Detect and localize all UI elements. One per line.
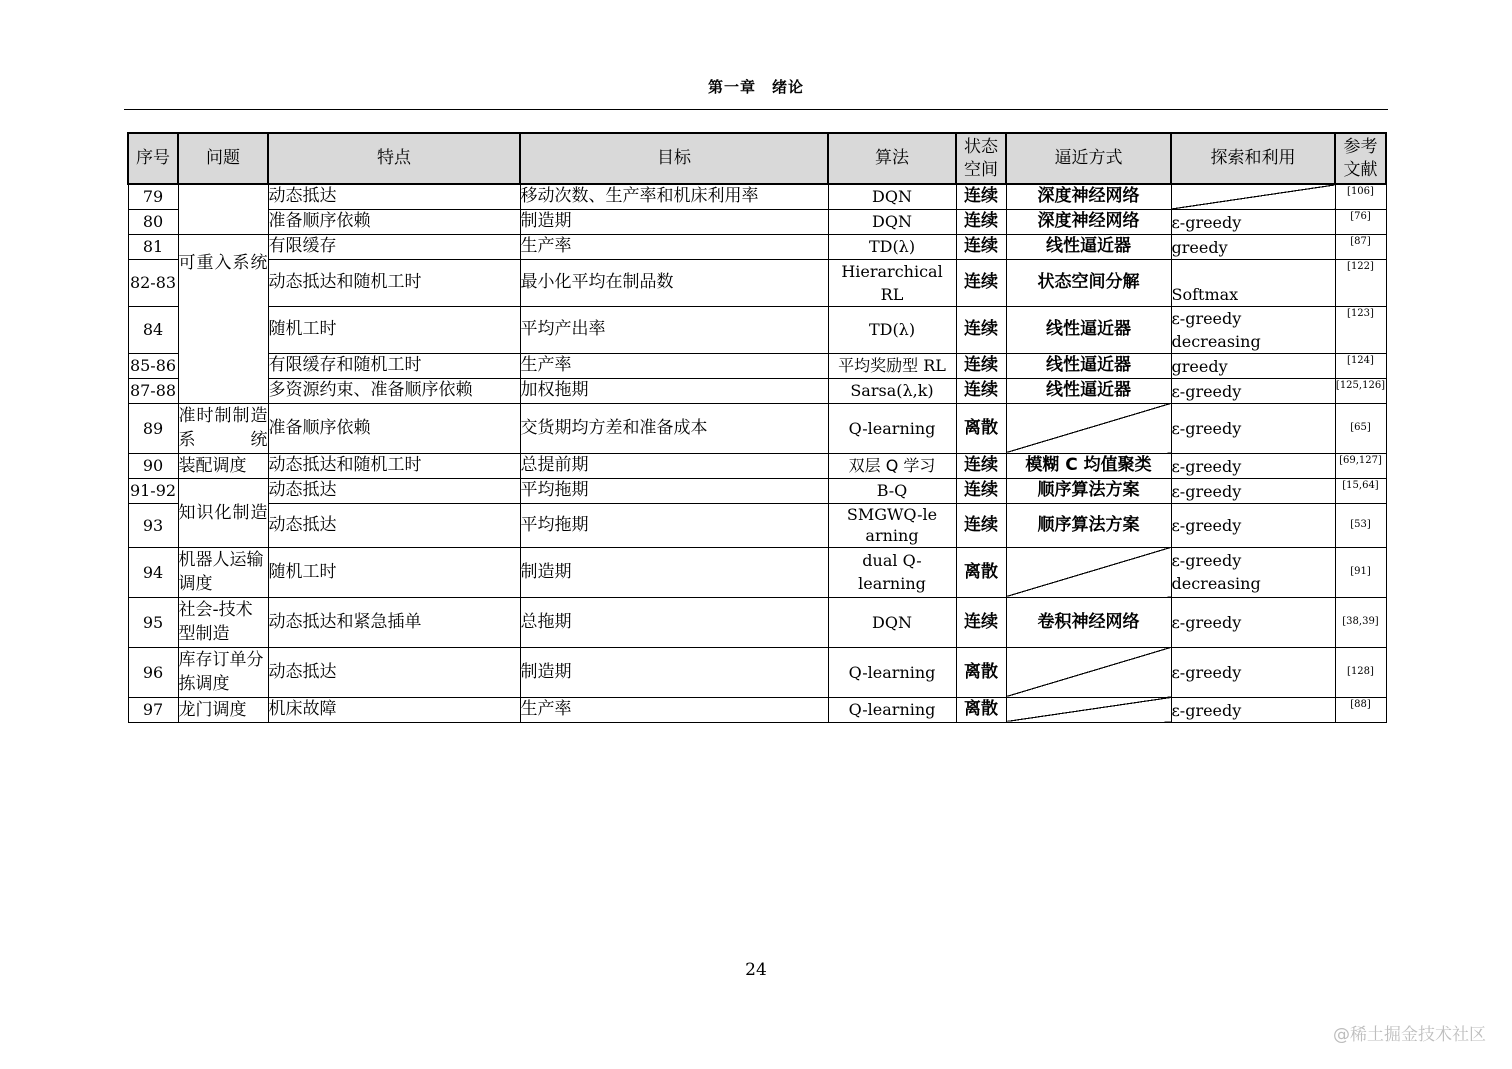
cell-problem-knowledge: 知识化制造: [178, 478, 268, 547]
col-header-no: 序号: [128, 133, 178, 184]
cell-algorithm: 双层 Q 学习: [828, 453, 956, 478]
cell-problem-empty: [178, 184, 268, 234]
cell-no: 94: [128, 547, 178, 597]
cell-approx: 深度神经网络: [1006, 184, 1171, 209]
cell-state: 离散: [956, 697, 1006, 722]
literature-table: [127, 132, 1387, 723]
col-header-state-text: 状态空间: [964, 136, 998, 180]
cell-no: 97: [128, 697, 178, 722]
cell-no: 84: [128, 306, 178, 353]
cell-explore-empty: [1171, 184, 1335, 209]
cell-state: 离散: [956, 403, 1006, 453]
cell-ref: [53]: [1335, 503, 1386, 547]
col-header-ref-text: 参考文献: [1343, 136, 1378, 180]
cell-state: 连续: [956, 503, 1006, 547]
cell-algorithm: Hierarchical RL: [828, 259, 956, 306]
cell-feature: 动态抵达和随机工时: [268, 453, 520, 478]
cell-no: 93: [128, 503, 178, 547]
table-row: [128, 453, 1386, 478]
cell-problem: 社会-技术型制造: [178, 597, 268, 647]
cell-feature: 动态抵达: [268, 503, 520, 547]
cell-approx: 线性逼近器: [1006, 306, 1171, 353]
cell-objective: 平均产出率: [520, 306, 828, 353]
table-row: [128, 259, 1386, 306]
table-header-row: [128, 133, 1386, 184]
table-row: [128, 503, 1386, 547]
col-header-approx: 逼近方式: [1006, 133, 1171, 184]
cell-explore: ε-greedy: [1171, 453, 1335, 478]
cell-feature: 随机工时: [268, 547, 520, 597]
cell-algorithm: DQN: [828, 209, 956, 234]
page-header-title: 第一章 绪论: [707, 78, 804, 96]
cell-objective: 制造期: [520, 209, 828, 234]
cell-no: 79: [128, 184, 178, 209]
cell-state: 连续: [956, 259, 1006, 306]
cell-state: 连续: [956, 353, 1006, 378]
table-row: [128, 306, 1386, 353]
table-row: [128, 209, 1386, 234]
table-row: [128, 353, 1386, 378]
cell-approx: 线性逼近器: [1006, 353, 1171, 378]
table-row: [128, 697, 1386, 722]
col-header-explore: 探索和利用: [1171, 133, 1335, 184]
cell-state: 连续: [956, 453, 1006, 478]
col-header-feature: 特点: [268, 133, 520, 184]
cell-approx-empty: [1006, 403, 1171, 453]
cell-approx: 顺序算法方案: [1006, 478, 1171, 503]
cell-state: 连续: [956, 478, 1006, 503]
cell-approx-empty: [1006, 547, 1171, 597]
cell-objective: 最小化平均在制品数: [520, 259, 828, 306]
col-header-objective: 目标: [520, 133, 828, 184]
cell-approx: 模糊 C 均值聚类: [1006, 453, 1171, 478]
cell-ref: [123]: [1335, 306, 1386, 353]
cell-objective: 移动次数、生产率和机床利用率: [520, 184, 828, 209]
cell-state: 离散: [956, 547, 1006, 597]
col-header-problem: 问题: [178, 133, 268, 184]
cell-feature: 多资源约束、准备顺序依赖: [268, 378, 520, 403]
cell-state: 连续: [956, 306, 1006, 353]
cell-algorithm: [828, 503, 956, 547]
cell-objective: 平均拖期: [520, 503, 828, 547]
cell-explore: ε-greedy: [1171, 403, 1335, 453]
cell-state: 连续: [956, 209, 1006, 234]
cell-ref: [15,64]: [1335, 478, 1386, 503]
cell-explore: Softmax: [1171, 259, 1335, 306]
table-row: [128, 547, 1386, 597]
cell-approx: 状态空间分解: [1006, 259, 1171, 306]
cell-state: 连续: [956, 184, 1006, 209]
cell-feature: 动态抵达和随机工时: [268, 259, 520, 306]
cell-explore: ε-greedy decreasing: [1171, 547, 1335, 597]
header-rule: [124, 109, 1388, 110]
cell-ref: [91]: [1335, 547, 1386, 597]
cell-feature: 有限缓存: [268, 234, 520, 259]
cell-objective: 生产率: [520, 697, 828, 722]
cell-explore: ε-greedy: [1171, 209, 1335, 234]
cell-ref: [125,126]: [1335, 378, 1386, 403]
cell-feature: 动态抵达: [268, 184, 520, 209]
cell-state: 连续: [956, 597, 1006, 647]
table-row: [128, 597, 1386, 647]
cell-feature: 有限缓存和随机工时: [268, 353, 520, 378]
page-number: 24: [745, 960, 767, 980]
cell-objective: 加权拖期: [520, 378, 828, 403]
col-header-ref: [1335, 133, 1386, 184]
cell-approx: 顺序算法方案: [1006, 503, 1171, 547]
cell-approx-empty: [1006, 647, 1171, 697]
cell-objective: 生产率: [520, 234, 828, 259]
cell-objective: 制造期: [520, 647, 828, 697]
cell-objective: 平均拖期: [520, 478, 828, 503]
cell-no: 85-86: [128, 353, 178, 378]
cell-feature: 动态抵达和紧急插单: [268, 597, 520, 647]
cell-no: 82-83: [128, 259, 178, 306]
cell-approx-empty: [1006, 697, 1171, 722]
cell-feature: 准备顺序依赖: [268, 209, 520, 234]
cell-explore: ε-greedy: [1171, 697, 1335, 722]
cell-no: 81: [128, 234, 178, 259]
cell-approx: 深度神经网络: [1006, 209, 1171, 234]
cell-no: 96: [128, 647, 178, 697]
cell-explore: greedy: [1171, 353, 1335, 378]
cell-no: 95: [128, 597, 178, 647]
cell-ref: [88]: [1335, 697, 1386, 722]
cell-problem: 机器人运输调度: [178, 547, 268, 597]
cell-no: 89: [128, 403, 178, 453]
cell-problem: 龙门调度: [178, 697, 268, 722]
cell-ref: [76]: [1335, 209, 1386, 234]
cell-no: 80: [128, 209, 178, 234]
cell-algorithm: Q-learning: [828, 403, 956, 453]
watermark: @稀土掘金技术社区: [1333, 1025, 1486, 1045]
cell-ref: [124]: [1335, 353, 1386, 378]
cell-ref: [69,127]: [1335, 453, 1386, 478]
cell-objective: 总提前期: [520, 453, 828, 478]
col-header-algorithm: 算法: [828, 133, 956, 184]
cell-algorithm: TD(λ): [828, 306, 956, 353]
cell-explore: ε-greedy: [1171, 478, 1335, 503]
cell-algorithm: 平均奖励型 RL: [828, 353, 956, 378]
cell-algorithm-text: SMGWQ-learning: [846, 505, 938, 545]
cell-ref: [65]: [1335, 403, 1386, 453]
cell-algorithm: DQN: [828, 184, 956, 209]
cell-explore: greedy: [1171, 234, 1335, 259]
cell-approx: 卷积神经网络: [1006, 597, 1171, 647]
cell-ref: [106]: [1335, 184, 1386, 209]
cell-explore: ε-greedy decreasing: [1171, 306, 1335, 353]
cell-approx: 线性逼近器: [1006, 378, 1171, 403]
cell-problem: 装配调度: [178, 453, 268, 478]
cell-algorithm: B-Q: [828, 478, 956, 503]
cell-objective: 总拖期: [520, 597, 828, 647]
cell-feature: 随机工时: [268, 306, 520, 353]
table-row: [128, 478, 1386, 503]
cell-problem: 准时制制造系统: [178, 403, 268, 453]
cell-explore: ε-greedy: [1171, 647, 1335, 697]
cell-objective: 交货期均方差和准备成本: [520, 403, 828, 453]
cell-ref: [87]: [1335, 234, 1386, 259]
cell-feature: 动态抵达: [268, 647, 520, 697]
cell-problem: 库存订单分拣调度: [178, 647, 268, 697]
cell-objective: 生产率: [520, 353, 828, 378]
cell-explore: ε-greedy: [1171, 503, 1335, 547]
cell-state: 离散: [956, 647, 1006, 697]
cell-explore: ε-greedy: [1171, 378, 1335, 403]
cell-ref: [38,39]: [1335, 597, 1386, 647]
cell-algorithm: dual Q-learning: [828, 547, 956, 597]
cell-feature: 准备顺序依赖: [268, 403, 520, 453]
cell-no: 87-88: [128, 378, 178, 403]
table-row: [128, 184, 1386, 209]
table-row: [128, 647, 1386, 697]
table-row: [128, 403, 1386, 453]
cell-ref: [122]: [1335, 259, 1386, 306]
cell-problem-reentrant: 可重入系统: [178, 234, 268, 403]
cell-approx: 线性逼近器: [1006, 234, 1171, 259]
cell-algorithm: TD(λ): [828, 234, 956, 259]
cell-algorithm: Q-learning: [828, 697, 956, 722]
cell-state: 连续: [956, 234, 1006, 259]
cell-no: 91-92: [128, 478, 178, 503]
cell-ref: [128]: [1335, 647, 1386, 697]
cell-algorithm: Q-learning: [828, 647, 956, 697]
table-row: [128, 234, 1386, 259]
cell-feature: 机床故障: [268, 697, 520, 722]
cell-feature: 动态抵达: [268, 478, 520, 503]
cell-state: 连续: [956, 378, 1006, 403]
cell-explore: ε-greedy: [1171, 597, 1335, 647]
cell-algorithm: DQN: [828, 597, 956, 647]
cell-algorithm: Sarsa(λ,k): [828, 378, 956, 403]
table-row: [128, 378, 1386, 403]
col-header-state: [956, 133, 1006, 184]
cell-objective: 制造期: [520, 547, 828, 597]
cell-no: 90: [128, 453, 178, 478]
